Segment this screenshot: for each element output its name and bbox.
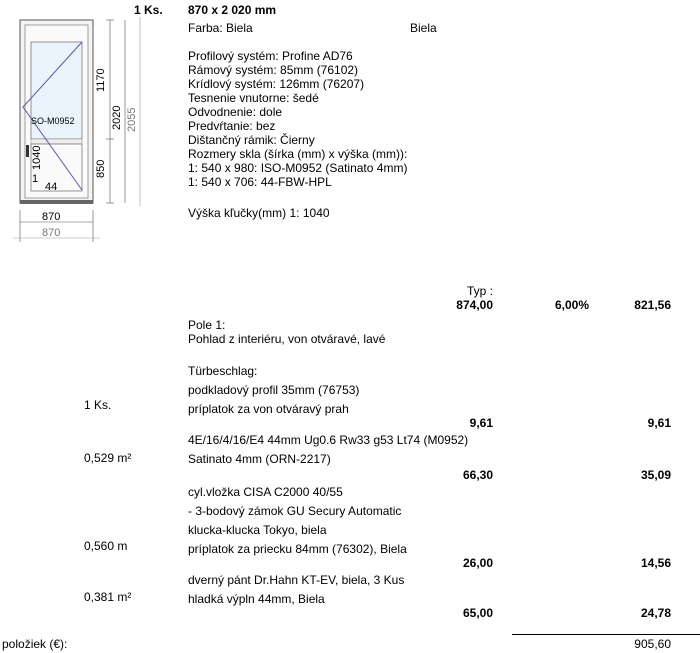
item-unit-price: 9,61: [469, 416, 493, 430]
spec-line: Krídlový systém: 126mm (76207): [188, 77, 365, 91]
item-group: [188, 362, 359, 419]
footer-label: položiek (€):: [2, 637, 68, 651]
discount: 6,00%: [554, 298, 589, 312]
base-price: 874,00: [456, 298, 493, 312]
door-drawing: [0, 0, 180, 250]
handle-height: Výška kľučky(mm) 1: 1040: [188, 206, 330, 220]
dim-top: 1170: [95, 68, 107, 92]
sash-num: 1: [32, 173, 39, 185]
item-total: 35,09: [640, 468, 671, 482]
spec-line: Rámový systém: 85mm (76102): [188, 63, 359, 77]
spec-line: 1: 540 x 980: ISO-M0952 (Satinato 4mm): [188, 161, 408, 175]
item-qty: 0,529 m²: [84, 451, 132, 465]
item-group: [188, 431, 468, 469]
header-quantity: 1 Ks.: [134, 3, 163, 17]
spec-list: [188, 49, 407, 189]
footer-sum: 905,60: [634, 637, 671, 651]
discounted-price: 821,56: [634, 298, 671, 312]
item-line: klucka-klucka Tokyo, biela: [188, 523, 327, 537]
item-qty: 1 Ks.: [84, 398, 112, 412]
item-unit-price: 66,30: [462, 468, 493, 482]
item-total: 14,56: [640, 556, 671, 570]
glass-label: SO-M0952: [31, 116, 75, 126]
item-group: [188, 571, 404, 609]
item-line: dverný pánt Dr.Hahn KT-EV, biela, 3 Kus: [188, 573, 405, 587]
item-line: - 3-bodový zámok GU Secury Automatic: [188, 504, 402, 518]
spec-line: Tesnenie vnutorne: šedé: [188, 91, 319, 105]
item-line: príplatok za von otváravý prah: [188, 402, 349, 416]
item-line: cyl.vložka CISA C2000 40/55: [188, 485, 343, 499]
item-line: 4E/16/4/16/E4 44mm Ug0.6 Rw33 g53 Lt74 (M0952): [188, 433, 469, 447]
item-qty: 0,560 m: [84, 539, 128, 553]
dim-handle: 1040: [31, 145, 43, 170]
field-view: Pohlad z interiéru, von otváravé, lavé: [188, 332, 386, 346]
width-outer: 870: [42, 227, 61, 239]
color-value: Biela: [410, 21, 437, 35]
dim-total: 2020: [111, 105, 123, 130]
field-title: Pole 1:: [188, 318, 226, 332]
item-unit-price: 65,00: [462, 606, 493, 620]
item-group: [188, 483, 407, 559]
spec-line: Rozmery skla (šírka (mm) x výška (mm)):: [188, 147, 408, 161]
spec-line: Dištančný rámik: Čierny: [188, 133, 315, 147]
width-inner: 870: [42, 211, 61, 223]
item-total: 24,78: [640, 606, 671, 620]
item-total: 9,61: [647, 416, 671, 430]
spec-line: 1: 540 x 706: 44-FBW-HPL: [188, 175, 332, 189]
item-unit-price: 26,00: [462, 556, 493, 570]
typ-label: Typ :: [466, 284, 493, 298]
header-dimensions: 870 x 2 020 mm: [188, 3, 277, 17]
spec-line: Predvŕtanie: bez: [188, 119, 276, 133]
item-qty: 0,381 m²: [84, 590, 132, 604]
item-line: hladká výpln 44mm, Biela: [188, 592, 325, 606]
color-label: Farba: Biela: [188, 21, 253, 35]
item-line: príplatok za priecku 84mm (76302), Biela: [188, 542, 407, 556]
dim-outer: 2055: [126, 107, 138, 132]
item-line: Satinato 4mm (ORN-2217): [188, 452, 331, 466]
item-line: Türbeschlag:: [188, 364, 258, 378]
dim-bottom: 850: [95, 159, 107, 178]
footer-divider: [512, 634, 700, 635]
spec-line: Profilový systém: Profine AD76: [188, 49, 353, 63]
item-line: podkladový profil 35mm (76753): [188, 383, 360, 397]
dim-small: 44: [45, 181, 58, 193]
spec-line: Odvodnenie: dole: [188, 105, 283, 119]
